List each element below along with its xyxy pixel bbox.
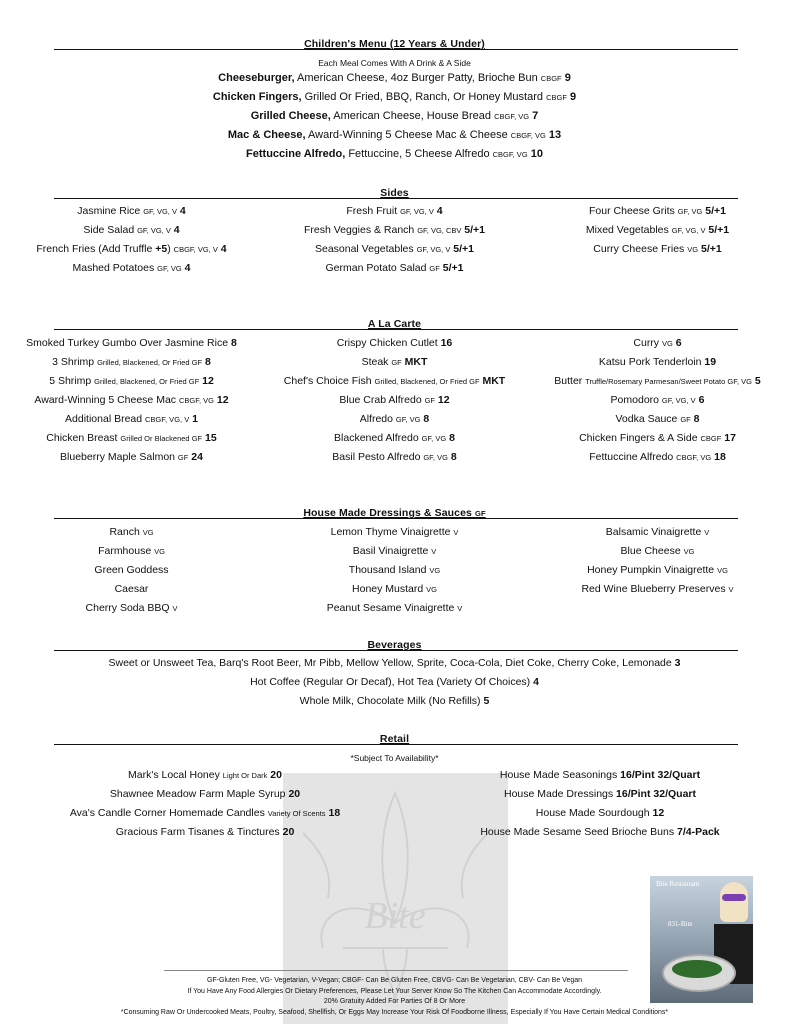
alacarte-item-tag: CBGF	[700, 434, 722, 443]
dressing-item-tag: VG	[683, 547, 695, 556]
kids-item-desc: Fettuccine, 5 Cheese Alfredo	[345, 148, 493, 160]
side-item-tag: GF, VG, V	[143, 207, 177, 216]
alacarte-item-tag: GF	[391, 358, 402, 367]
alacarte-item	[0, 448, 263, 467]
side-item-name: German Potato Salad	[325, 262, 430, 274]
kids-item-name: Mac & Cheese,	[227, 129, 306, 141]
dressing-item-name: Green Goddess	[94, 564, 169, 576]
alacarte-item-price: 16	[437, 337, 453, 349]
sunglasses-icon	[722, 894, 746, 901]
photo-sign-number: 831-Bite	[668, 920, 693, 928]
side-item-name: French Fries (Add Truffle	[36, 243, 156, 255]
alacarte-item-name: Butter	[554, 375, 586, 387]
beverage-item-name: Whole Milk, Chocolate Milk (No Refills)	[299, 695, 481, 707]
alacarte-item-tag: CBGF, VG	[178, 396, 214, 405]
retail-left-item	[55, 804, 355, 823]
side-item-name: Mixed Vegetables	[585, 224, 672, 236]
alacarte-item-tag: GF, VG	[423, 453, 448, 462]
alacarte-item	[263, 353, 526, 372]
retail-right-item	[465, 785, 735, 804]
alacarte-item-price: 8	[420, 413, 430, 425]
alacarte-item-name: Fettuccine Alfredo	[589, 451, 677, 463]
beverages-title: Beverages	[367, 639, 422, 651]
kids-item-price: 7	[529, 110, 539, 122]
dressing-item-tag: V	[431, 547, 437, 556]
side-item	[263, 259, 526, 278]
retail-left-item	[55, 766, 355, 785]
alacarte-item-name: Chef's Choice Fish	[283, 375, 375, 387]
kids-item-tag: CBGF, VG	[492, 150, 528, 159]
menu-column	[0, 523, 263, 618]
alacarte-item	[263, 372, 526, 391]
kids-item-price: 13	[545, 129, 562, 141]
alacarte-item-tag: GF	[469, 377, 480, 386]
retail-left-item-name: Shawnee Meadow Farm Maple Syrup	[109, 788, 286, 800]
dressing-item	[526, 580, 789, 599]
footer-line: 20% Gratuity Added For Parties Of 8 Or More	[323, 998, 466, 1006]
kids-menu-item	[0, 129, 789, 142]
alacarte-item-name: Crispy Chicken Cutlet	[336, 337, 438, 349]
side-item	[0, 202, 263, 221]
dressings-title-tag: GF	[475, 509, 486, 518]
alacarte-item-price: 8	[202, 356, 211, 368]
retail-left-item-note: Light Or Dark	[222, 771, 268, 780]
alacarte-item-tag: VG	[661, 339, 673, 348]
dressing-item-name: Lemon Thyme Vinaigrette	[330, 526, 454, 538]
retail-right-item-price: 7/4-Pack	[674, 826, 720, 838]
side-item-tag: CBGF, VG, V	[173, 245, 218, 254]
menu-column	[263, 334, 526, 467]
dressing-item-name: Thousand Island	[348, 564, 430, 576]
kids-item-name: Cheeseburger,	[218, 72, 295, 84]
alacarte-item-price: 8	[690, 413, 700, 425]
alacarte-item-price: 6	[695, 394, 705, 406]
retail-right-item	[465, 823, 735, 842]
menu-column	[526, 202, 789, 259]
alacarte-item	[0, 334, 263, 353]
retail-right-item-price: 16/Pint 32/Quart	[617, 769, 701, 781]
side-item-price: 5/+1	[450, 243, 474, 255]
menu-column	[526, 334, 789, 467]
dressing-item	[526, 542, 789, 561]
dressing-item	[263, 542, 526, 561]
dressing-item-tag: V	[457, 604, 463, 613]
dressing-item-tag: VG	[429, 566, 441, 575]
alacarte-item-price: 12	[435, 394, 450, 406]
retail-left-item-price: 18	[325, 807, 341, 819]
side-item-name: Four Cheese Grits	[589, 205, 678, 217]
alacarte-item-tag: GF, VG, V	[661, 396, 696, 405]
beverage-item-name: Hot Coffee (Regular Or Decaf), Hot Tea (Variety Of Choices)	[250, 676, 531, 688]
alacarte-divider	[54, 329, 738, 330]
side-item-price: 5/+1	[461, 224, 486, 236]
retail-title: Retail	[379, 733, 410, 745]
side-item-price: 5/+1	[705, 224, 730, 236]
dressing-item-name: Balsamic Vinaigrette	[605, 526, 705, 538]
retail-right-item-price: 12	[649, 807, 665, 819]
beverage-item	[0, 657, 789, 670]
alacarte-item	[263, 334, 526, 353]
alacarte-item-name: Alfredo	[359, 413, 396, 425]
alacarte-item-tag: CBGF, VG	[676, 453, 712, 462]
alacarte-item-tag: GF, VG	[421, 434, 447, 443]
kids-item-tag: CBGF, VG	[494, 112, 530, 121]
kids-item-price: 10	[527, 148, 543, 160]
alacarte-item-name: 5 Shrimp	[49, 375, 95, 387]
kids-item-name: Chicken Fingers,	[212, 91, 302, 103]
alacarte-item	[0, 391, 263, 410]
retail-left-item-price: 20	[267, 769, 282, 781]
dressing-item-name: Caesar	[114, 583, 149, 595]
kids-menu-item	[0, 91, 789, 104]
childrens-menu-subtitle: Each Meal Comes With A Drink & A Side	[318, 58, 471, 68]
retail-right-list	[465, 766, 735, 842]
dressing-item-tag: VG	[426, 585, 437, 594]
menu-column	[0, 202, 263, 278]
side-item-tag: GF, VG, V	[671, 226, 706, 235]
kids-item-tag: CBGF	[546, 93, 567, 102]
side-item-price: 4	[217, 243, 227, 255]
alacarte-item	[263, 429, 526, 448]
retail-right-item-name: House Made Sourdough	[535, 807, 650, 819]
alacarte-item	[526, 429, 789, 448]
alacarte-item	[0, 372, 263, 391]
retail-divider	[54, 744, 738, 745]
dressing-item-tag: VG	[142, 528, 154, 537]
side-item-tag: GF, VG	[157, 264, 182, 273]
alacarte-item-tag: GF	[191, 358, 203, 367]
retail-subtitle: *Subject To Availability*	[350, 753, 439, 763]
alacarte-item	[263, 410, 526, 429]
side-item	[0, 240, 263, 259]
alacarte-item-price: 15	[202, 432, 217, 444]
alacarte-item	[526, 372, 789, 391]
alacarte-item-price: 19	[701, 356, 717, 368]
alacarte-item-price: 18	[711, 451, 726, 463]
retail-left-item	[55, 785, 355, 804]
alacarte-item	[263, 391, 526, 410]
alacarte-item-price: 8	[446, 432, 455, 444]
alacarte-item-note: Grilled, Blackened, Or Fried	[97, 358, 192, 367]
side-item-price: 4	[176, 205, 186, 217]
kids-item-desc: American Cheese, 4oz Burger Patty, Brioche Bun	[294, 72, 541, 84]
beverage-item-price: 3	[671, 657, 681, 669]
beverage-item-price: 5	[480, 695, 490, 707]
alacarte-item-price: 1	[189, 413, 198, 425]
kids-menu-item	[0, 148, 789, 161]
dressing-item-tag: V	[728, 585, 734, 594]
dressing-item-name: Peanut Sesame Vinaigrette	[326, 602, 458, 614]
alacarte-item-price: 12	[199, 375, 214, 387]
side-item-tag: GF	[429, 264, 440, 273]
kids-item-desc: Award-Winning 5 Cheese Mac & Cheese	[305, 129, 511, 141]
alacarte-item	[0, 429, 263, 448]
side-item-addon: +5	[155, 243, 168, 255]
dressing-item-name: Basil Vinaigrette	[352, 545, 432, 557]
side-item-price: 5/+1	[439, 262, 464, 274]
alacarte-item-name: 3 Shrimp	[52, 356, 98, 368]
dressing-item-tag: VG	[717, 566, 728, 575]
alacarte-item-note: Truffle/Rosemary Parmesan/Sweet Potato	[585, 377, 728, 386]
side-item	[0, 259, 263, 278]
retail-right-item-name: House Made Sesame Seed Brioche Buns	[480, 826, 675, 838]
person-figure-icon	[720, 882, 748, 922]
footer-line: *Consuming Raw Or Undercooked Meats, Poultry, Seafood, Shellfish, Or Eggs May Increase Your Risk Of Foodborne Illness, Especially If You Have Certain Medical Conditions*	[120, 1008, 669, 1016]
side-item-tag: VG	[687, 245, 699, 254]
kids-item-price: 9	[561, 72, 571, 84]
alacarte-item-name: Katsu Pork Tenderloin	[598, 356, 702, 368]
alacarte-item-name: Blueberry Maple Salmon	[60, 451, 178, 463]
dressing-item-tag: V	[172, 604, 178, 613]
side-item-tag: GF, VG, V	[416, 245, 451, 254]
side-item	[263, 221, 526, 240]
dressing-item	[526, 561, 789, 580]
side-item-name: Fresh Fruit	[346, 205, 401, 217]
alacarte-item-name: Chicken Breast	[46, 432, 121, 444]
side-item	[526, 221, 789, 240]
alacarte-item-price: MKT	[401, 356, 428, 368]
retail-right-item-name: House Made Seasonings	[499, 769, 618, 781]
side-item-name: Curry Cheese Fries	[593, 243, 688, 255]
kids-item-desc: American Cheese, House Bread	[330, 110, 495, 122]
retail-right-item	[465, 804, 735, 823]
side-item-price: 4	[170, 224, 180, 236]
dressing-item	[263, 599, 526, 618]
side-item	[263, 240, 526, 259]
beverages-divider	[54, 650, 738, 651]
dressing-item-name: Blue Cheese	[620, 545, 684, 557]
side-item	[526, 202, 789, 221]
retail-right-item-price: 16/Pint 32/Quart	[613, 788, 696, 800]
dressing-item	[0, 599, 263, 618]
dressing-item-name: Red Wine Blueberry Preserves	[581, 583, 729, 595]
alacarte-item-price: MKT	[479, 375, 506, 387]
footer-divider	[164, 970, 628, 971]
side-item-tag: GF, VG, V	[400, 207, 434, 216]
side-item-tag: GF, VG, V	[137, 226, 171, 235]
menu-column	[263, 202, 526, 278]
alacarte-item-tag: GF	[191, 434, 203, 443]
footer-line: If You Have Any Food Allergies Or Dietary Preferences, Please Let Your Server Know So The Kitchen Can Accommodate Accordingly.	[187, 987, 602, 995]
beverage-item	[0, 695, 789, 708]
kids-item-name: Fettuccine Alfredo,	[246, 148, 346, 160]
alacarte-item-name: Chicken Fingers & A Side	[579, 432, 701, 444]
alacarte-item	[526, 353, 789, 372]
alacarte-item	[0, 410, 263, 429]
dressing-item-name: Honey Pumpkin Vinaigrette	[587, 564, 718, 576]
side-item-tag: GF, VG	[677, 207, 703, 216]
alacarte-item-name: Blue Crab Alfredo	[339, 394, 425, 406]
dressing-item-name: Ranch	[109, 526, 143, 538]
dressing-item	[263, 561, 526, 580]
alacarte-item-tag: GF, VG	[395, 415, 421, 424]
alacarte-item-name: Steak	[361, 356, 392, 368]
alacarte-item-price: 5	[751, 375, 761, 387]
dressing-item	[263, 523, 526, 542]
alacarte-item-name: Pomodoro	[610, 394, 662, 406]
kids-item-desc: Grilled Or Fried, BBQ, Ranch, Or Honey Mustard	[301, 91, 547, 103]
alacarte-item	[526, 391, 789, 410]
kids-menu-item	[0, 110, 789, 123]
side-item-name: Seasonal Vegetables	[314, 243, 417, 255]
beverage-item-name: Sweet or Unsweet Tea, Barq's Root Beer, Mr Pibb, Mellow Yellow, Sprite, Coca-Cola, Diet Coke, Cherry Coke, Lemonade	[108, 657, 672, 669]
dressing-item	[263, 580, 526, 599]
alacarte-item-name: Award-Winning 5 Cheese Mac	[34, 394, 179, 406]
dressings-divider	[54, 518, 738, 519]
sides-title: Sides	[380, 187, 409, 199]
alacarte-item-price: 12	[213, 394, 229, 406]
retail-right-item	[465, 766, 735, 785]
retail-right-item-name: House Made Dressings	[503, 788, 614, 800]
childrens-menu-divider	[54, 49, 738, 50]
alacarte-item-name: Basil Pesto Alfredo	[332, 451, 424, 463]
kids-item-tag: CBGF	[540, 74, 562, 83]
dressing-item	[526, 523, 789, 542]
dressing-item-tag: V	[453, 528, 459, 537]
dressing-item	[0, 580, 263, 599]
photo-sign-title: Bite Restaurant	[656, 880, 700, 888]
side-item-tag: GF, VG, CBV	[417, 226, 462, 235]
side-item-name: Mashed Potatoes	[72, 262, 158, 274]
alacarte-item-note: Grilled Or Blackened	[120, 434, 192, 443]
side-item-price: 5/+1	[702, 205, 726, 217]
alacarte-item-name: Curry	[633, 337, 662, 349]
alacarte-item-name: Blackened Alfredo	[334, 432, 422, 444]
side-item-name: Side Salad	[83, 224, 138, 236]
side-item-price: 4	[181, 262, 191, 274]
alacarte-item-name: Smoked Turkey Gumbo Over Jasmine Rice	[26, 337, 229, 349]
alacarte-item	[0, 353, 263, 372]
alacarte-item-name: Additional Bread	[65, 413, 146, 425]
menu-column	[0, 334, 263, 467]
beverage-item	[0, 676, 789, 689]
retail-left-item-name: Ava's Candle Corner Homemade Candles	[69, 807, 268, 819]
alacarte-item	[526, 334, 789, 353]
alacarte-item	[526, 410, 789, 429]
retail-left-item-price: 20	[279, 826, 295, 838]
side-item	[526, 240, 789, 259]
kids-menu-item	[0, 72, 789, 85]
dressing-item	[0, 523, 263, 542]
alacarte-item-tag: GF, VG	[727, 377, 752, 386]
retail-left-item-price: 20	[285, 788, 301, 800]
dressing-item-name: Cherry Soda BBQ	[85, 602, 173, 614]
kids-item-name: Grilled Cheese,	[250, 110, 331, 122]
alacarte-item-price: 17	[721, 432, 736, 444]
alacarte-item-price: 8	[447, 451, 457, 463]
alacarte-item-name: Vodka Sauce	[615, 413, 681, 425]
alacarte-item-tag: CBGF, VG, V	[145, 415, 190, 424]
alacarte-item-price: 8	[228, 337, 237, 349]
dressing-item-name: Farmhouse	[98, 545, 155, 557]
retail-left-item-name: Gracious Farm Tisanes & Tinctures	[115, 826, 280, 838]
retail-left-list	[55, 766, 355, 842]
retail-left-item-note: Variety Of Scents	[267, 809, 326, 818]
dressing-item-name: Honey Mustard	[352, 583, 427, 595]
side-item-name-cont: )	[167, 243, 174, 255]
kids-item-price: 9	[566, 91, 577, 103]
svg-text:Bite: Bite	[364, 895, 426, 937]
dressings-title-text: House Made Dressings & Sauces	[303, 507, 476, 519]
dressing-item	[0, 561, 263, 580]
alacarte-item-price: 24	[188, 451, 203, 463]
alacarte-item	[263, 448, 526, 467]
kids-item-tag: CBGF, VG	[510, 131, 546, 140]
childrens-menu-title: Children's Menu (12 Years & Under)	[304, 38, 485, 50]
menu-column	[526, 523, 789, 599]
retail-left-item	[55, 823, 355, 842]
alacarte-item-price: 6	[672, 337, 682, 349]
alacarte-item-tag: GF	[188, 377, 200, 386]
side-item-price: 5/+1	[698, 243, 722, 255]
side-item	[263, 202, 526, 221]
dressing-item-tag: V	[704, 528, 710, 537]
menu-column	[263, 523, 526, 618]
alacarte-item-note: Grilled, Blackened, Or Fried	[374, 377, 470, 386]
alacarte-item-tag: GF	[177, 453, 189, 462]
side-item	[0, 221, 263, 240]
beverage-item-price: 4	[530, 676, 539, 688]
alacarte-item-tag: GF	[680, 415, 691, 424]
side-item-name: Fresh Veggies & Ranch	[303, 224, 418, 236]
side-item-name: Jasmine Rice	[77, 205, 144, 217]
footer-line: GF-Gluten Free, VG- Vegetarian, V-Vegan; CBGF- Can Be Gluten Free, CBVG- Can Be Vegetarian, CBV- Can Be Vegan	[206, 977, 583, 984]
alacarte-item-note: Grilled, Blackened, Or Fried	[94, 377, 189, 386]
alacarte-item-tag: GF	[424, 396, 436, 405]
alacarte-item	[526, 448, 789, 467]
dressing-item-tag: VG	[154, 547, 165, 556]
retail-left-item-name: Mark's Local Honey	[127, 769, 223, 781]
sides-divider	[54, 198, 738, 199]
side-item-price: 4	[433, 205, 443, 217]
dressing-item	[0, 542, 263, 561]
alacarte-title: A La Carte	[367, 318, 422, 330]
